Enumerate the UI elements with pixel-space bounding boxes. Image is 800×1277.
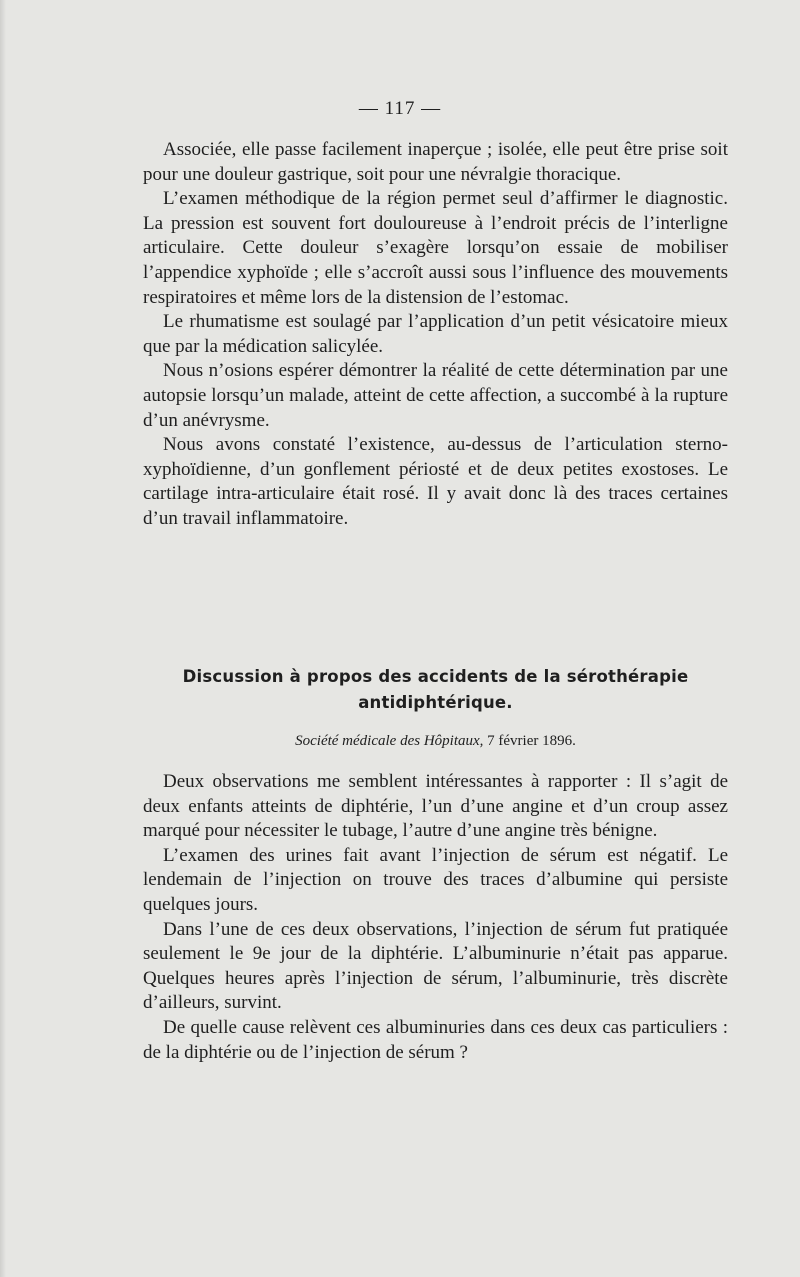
heading-line-2: antidiphtérique. <box>358 693 513 712</box>
section-heading <box>143 664 728 716</box>
paragraph: Le rhumatisme est soulagé par l’application d’un petit vésicatoire mieux que par la médication salicylée. <box>143 311 728 357</box>
heading-line-1: Discussion à propos des accidents de la sérothérapie <box>182 667 689 686</box>
paragraph: Deux observations me semblent intéressantes à rapporter : Il s’agit de deux enfants atteints de diphtérie, l’un d’une angine et d’un croup assez marqué pour nécessiter le tubage, l’autre d’une angine très bénigne. <box>143 771 728 842</box>
paragraph: L’examen des urines fait avant l’injection de sérum est négatif. Le lendemain de l’injection on trouve des traces d’albumine qui persiste quelques jours. <box>143 844 728 915</box>
citation-source: Société médicale des Hôpitaux, <box>295 733 484 749</box>
paragraph: Associée, elle passe facilement inaperçue ; isolée, elle peut être prise soit pour une douleur gastrique, soit pour une névralgie thoracique. <box>143 139 728 185</box>
paragraph: Dans l’une de ces deux observations, l’injection de sérum fut pratiquée seulement le 9e jour de la diphtérie. L’albuminurie n’était pas apparue. Quelques heures après l’injection de sérum, l’albuminurie, très discrète d’ailleurs, survint. <box>143 918 728 1014</box>
paragraph: Nous avons constaté l’existence, au-dessus de l’articulation sterno-xyphoïdienne, d’un gonflement périosté et de deux petites exostoses. Le cartilage intra-articulaire était rosé. Il y avait donc là des traces certaines d’un travail inflammatoire. <box>143 434 728 529</box>
paragraph: L’examen méthodique de la région permet seul d’affirmer le diagnostic. La pression est souvent fort douloureuse à l’endroit précis de l’interligne articulaire. Cette douleur s’exagère lorsqu’on essaie de mobiliser l’appendice xyphoïde ; elle s’accroît aussi sous l’influence des mouvements respiratoires et même lors de la distension de l’estomac. <box>143 188 728 308</box>
text-section-serotherapy <box>143 770 728 1065</box>
citation <box>143 733 728 750</box>
paragraph: De quelle cause relèvent ces albuminuries dans ces deux cas particuliers : de la diphtérie ou de l’injection de sérum ? <box>143 1016 728 1063</box>
citation-date: 7 février 1896. <box>483 733 576 749</box>
text-section-rheumatism <box>143 138 728 532</box>
paragraph: Nous n’osions espérer démontrer la réalité de cette détermination par une autopsie lorsqu’un malade, atteint de cette affection, a succombé à la rupture d’un anévrysme. <box>143 360 728 431</box>
page-number: — 117 — <box>358 98 442 119</box>
